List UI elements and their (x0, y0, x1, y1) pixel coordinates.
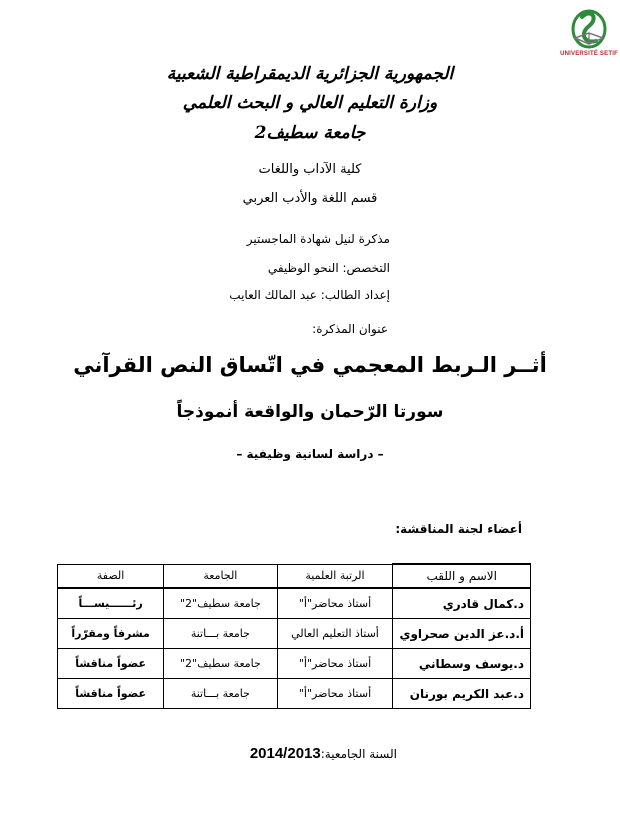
member-university: جامعة بـــاتنة (164, 679, 277, 709)
thesis-title: أثــر الـربط المعجمي في اتّساق النص القرآني (73, 353, 547, 377)
member-name: د.كمال قادري (393, 588, 531, 619)
university-logo (560, 4, 618, 64)
member-role: مشرفاً ومقرّراً (58, 619, 164, 649)
academic-year-label: السنة الجامعية: (320, 747, 397, 761)
specialty-line: التخصص: النحو الوظيفي (267, 261, 390, 275)
table-header-row (58, 564, 531, 588)
study-type: – دراسة لسانية وظيفية – (236, 447, 384, 461)
column-header-university: الجامعة (164, 564, 277, 588)
table-row (58, 619, 531, 649)
member-university: جامعة سطيف"2" (164, 588, 277, 619)
academic-year (250, 745, 397, 762)
academic-year-value: 2014/2013 (249, 745, 321, 762)
member-university: جامعة سطيف"2" (164, 649, 277, 679)
member-role: عضواً مناقشاً (58, 649, 164, 679)
member-rank: أستاذ محاضر"أ" (277, 649, 393, 679)
member-rank: أستاذ محاضر"أ" (277, 588, 393, 619)
faculty-line: كلية الآداب واللغات (258, 162, 362, 177)
table-row (58, 588, 531, 619)
member-rank: أستاذ محاضر"أ" (277, 679, 393, 709)
table-row (58, 679, 531, 709)
member-name: د.يوسف وسطاني (393, 649, 531, 679)
department-line: قسم اللغة والأدب العربي (242, 191, 378, 206)
university-heading: جامعة سطيف2 (254, 123, 366, 143)
member-role: رئــــــيســـاً (58, 588, 164, 619)
committee-table (57, 563, 531, 709)
university-emblem-icon (569, 4, 609, 50)
thesis-subtitle: سورتا الرّحمان والواقعة أنموذجاً (176, 402, 444, 422)
table-row (58, 649, 531, 679)
member-role: عضواً مناقشاً (58, 679, 164, 709)
student-line: إعداد الطالب: عبد المالك العايب (229, 288, 390, 302)
republic-heading: الجمهورية الجزائرية الديمقراطية الشعبية (166, 64, 454, 84)
committee-label: أعضاء لجنة المناقشة: (395, 522, 522, 536)
memo-line: مذكرة لنيل شهادة الماجستير (246, 232, 390, 246)
title-label: عنوان المذكرة: (312, 322, 388, 336)
logo-caption: UNIVERSITÉ SETIF (560, 51, 618, 57)
member-name: أ.د.عز الدين صحراوي (393, 619, 531, 649)
ministry-heading: وزارة التعليم العالي و البحث العلمي (182, 93, 438, 113)
member-rank: أستاذ التعليم العالي (277, 619, 393, 649)
member-university: جامعة بـــاتنة (164, 619, 277, 649)
column-header-name: الاسم و اللقب (393, 564, 531, 588)
column-header-role: الصفة (58, 564, 164, 588)
member-name: د.عبد الكريم بورنان (393, 679, 531, 709)
column-header-rank: الرتبة العلمية (277, 564, 393, 588)
